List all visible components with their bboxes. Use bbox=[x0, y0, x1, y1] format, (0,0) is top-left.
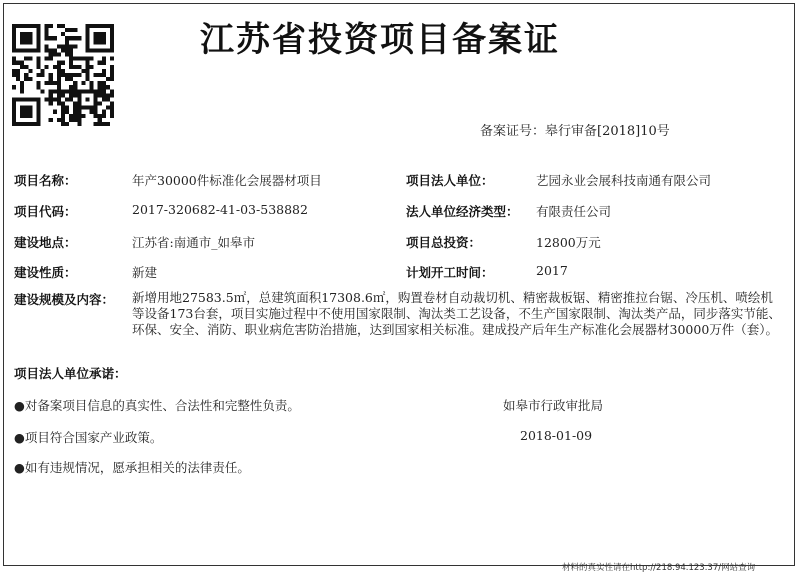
commitment-item: ●对备案项目信息的真实性、合法性和完整性负责。 bbox=[14, 398, 300, 413]
commitment-item: ●如有违规情况，愿承担相关的法律责任。 bbox=[14, 460, 250, 475]
project-name-label: 项目名称： bbox=[14, 173, 77, 188]
start-time-label: 计划开工时间： bbox=[406, 265, 494, 280]
investment-label: 项目总投资： bbox=[406, 235, 482, 250]
project-code-label: 项目代码： bbox=[14, 204, 77, 219]
verification-footer: 材料的真实性请在http://218.94.123.37/网站查询 bbox=[562, 563, 756, 573]
location-label: 建设地点： bbox=[14, 235, 77, 250]
econ-type-value: 有限责任公司 bbox=[536, 204, 612, 219]
record-number-value: 皋行审备[2018]10号 bbox=[545, 124, 670, 139]
econ-type-label: 法人单位经济类型： bbox=[406, 204, 519, 219]
commitment-heading: 项目法人单位承诺： bbox=[14, 366, 127, 381]
location-value: 江苏省:南通市_如皋市 bbox=[132, 235, 255, 250]
nature-value: 新建 bbox=[132, 265, 158, 280]
legal-unit-value: 艺园永业会展科技南通有限公司 bbox=[536, 173, 712, 188]
project-code-value: 2017-320682-41-03-538882 bbox=[132, 202, 308, 217]
certificate-frame bbox=[3, 3, 795, 566]
record-number bbox=[480, 120, 670, 139]
scope-value: 新增用地27583.5㎡，总建筑面积17308.6㎡，购置卷材自动裁切机、精密裁板锯、精密推拉台锯、冷压机、喷绘机等设备173台套，项目实施过程中不使用国家限制、淘汰类工艺设备，不生产国家限制、淘汰类产品，同步落实节能、环保、安全、消防、职业病危害防治措施，达到国家相关标准。建成投产后年生产标准化会展器材30000万件（套）。 bbox=[132, 290, 781, 337]
commitment-item: ●项目符合国家产业政策。 bbox=[14, 430, 163, 445]
page-title: 江苏省投资项目备案证 bbox=[200, 20, 560, 60]
investment-value: 12800万元 bbox=[536, 235, 601, 250]
issue-date: 2018-01-09 bbox=[520, 428, 593, 443]
start-time-value: 2017 bbox=[536, 263, 568, 278]
scope-label: 建设规模及内容： bbox=[14, 292, 115, 307]
record-number-label: 备案证号： bbox=[480, 124, 546, 139]
issuer-name: 如皋市行政审批局 bbox=[503, 398, 604, 413]
nature-label: 建设性质： bbox=[14, 265, 77, 280]
legal-unit-label: 项目法人单位： bbox=[406, 173, 494, 188]
project-name-value: 年产30000件标准化会展器材项目 bbox=[132, 173, 322, 188]
